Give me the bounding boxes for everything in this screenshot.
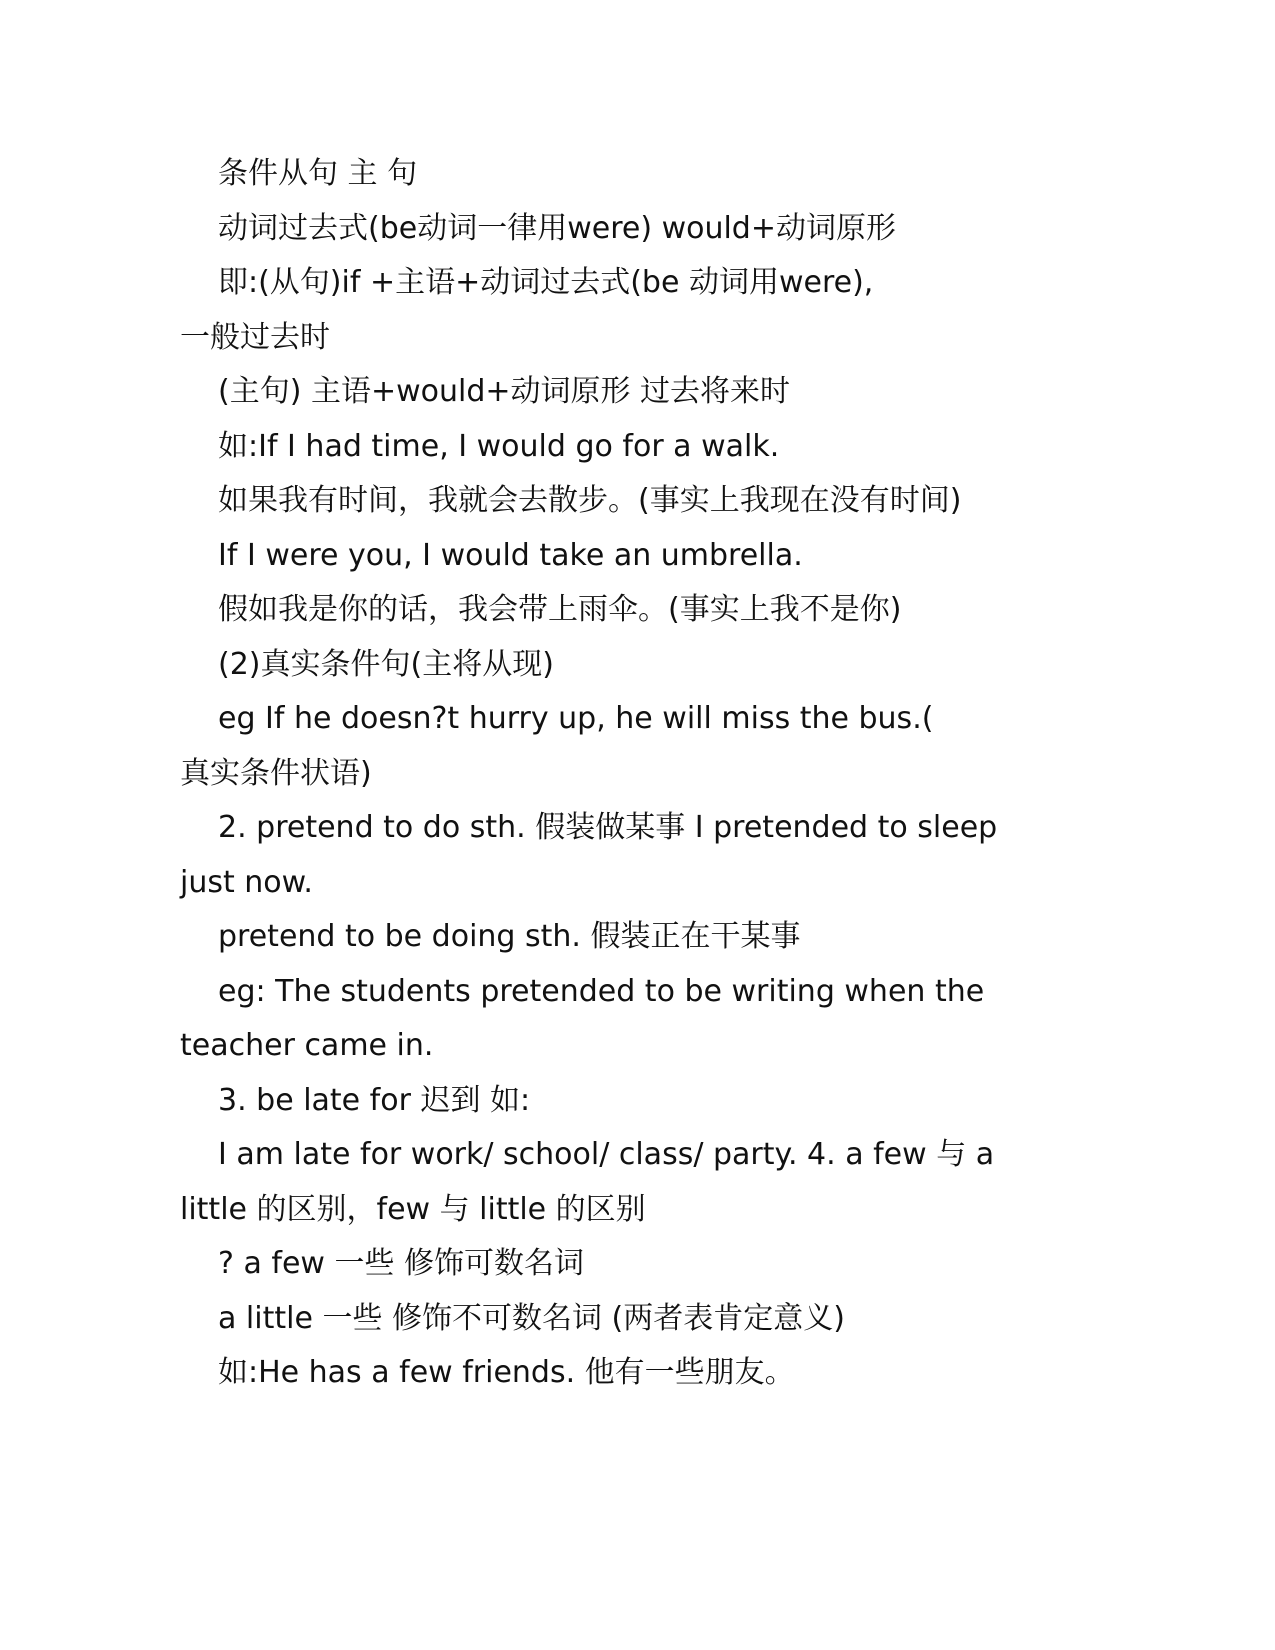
text-line: teacher came in. [180, 1028, 434, 1063]
text-line: If I were you, I would take an umbrella. [218, 537, 803, 573]
text-line: 3. be late for 迟到 如: [218, 1082, 531, 1118]
text-line: 即:(从句)if +主语+动词过去式(be 动词用were), [218, 265, 874, 300]
text-line: just now. [180, 864, 313, 900]
text-line: 一般过去时 [180, 319, 330, 355]
text-line: eg If he doesn?t hurry up, he will miss the bus.( [218, 701, 934, 736]
text-line: (2)真实条件句(主将从现) [218, 646, 554, 682]
text-line: 真实条件状语) [180, 755, 372, 791]
text-line: 动词过去式(be动词一律用were) would+动词原形 [218, 210, 896, 246]
text-line: (主句) 主语+would+动词原形 过去将来时 [218, 374, 791, 409]
text-line: 如:He has a few friends. 他有一些朋友。 [218, 1355, 795, 1390]
document-body [180, 147, 1040, 1401]
text-line: eg: The students pretended to be writing when the [218, 973, 985, 1009]
text-line: 条件从句 主 句 [218, 156, 418, 191]
text-line: 如果我有时间，我就会去散步。(事实上我现在没有时间) [218, 483, 962, 518]
text-line: 2. pretend to do sth. 假装做某事 I pretended to sleep [218, 810, 998, 845]
text-line: a little 一些 修饰不可数名词 (两者表肯定意义) [218, 1300, 845, 1336]
text-line: I am late for work/ school/ class/ party. 4. a few 与 a [218, 1137, 995, 1172]
text-line: pretend to be doing sth. 假装正在干某事 [218, 919, 801, 954]
text-line: little 的区别，few 与 little 的区别 [180, 1191, 646, 1227]
text-line: 假如我是你的话，我会带上雨伞。(事实上我不是你) [218, 592, 902, 627]
text-line: 如:If I had time, I would go for a walk. [218, 428, 780, 464]
text-line: ? a few 一些 修饰可数名词 [218, 1246, 585, 1281]
